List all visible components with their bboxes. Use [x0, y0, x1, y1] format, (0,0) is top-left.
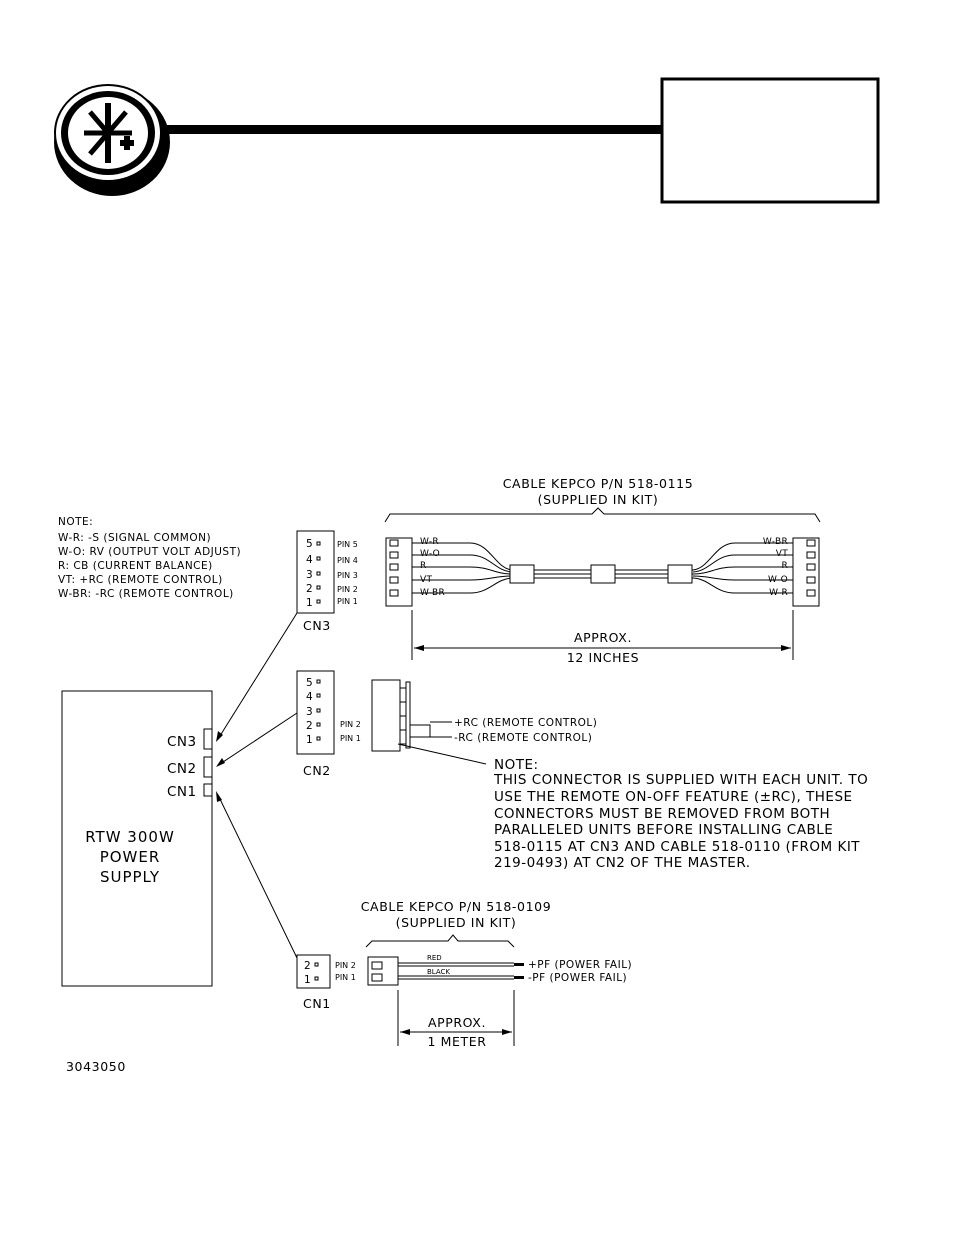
pin-number: 2 [306, 583, 314, 595]
pin-label: PIN 1 [340, 734, 361, 743]
pin-label: PIN 1 [337, 597, 358, 606]
kepco-logo [54, 85, 170, 196]
signal-label: +RC (REMOTE CONTROL) [454, 717, 598, 729]
pin-label: PIN 2 [340, 720, 361, 729]
wire-label: VT [420, 575, 433, 585]
cn2-note-line: 518-0115 AT CN3 AND CABLE 518-0110 (FROM KIT [494, 839, 861, 855]
pin-label: PIN 2 [335, 961, 356, 970]
cn2-note-line: 219-0493) AT CN2 OF THE MASTER. [494, 855, 751, 871]
connector-label: CN3 [303, 618, 331, 633]
pin-number: 4 [306, 691, 314, 703]
signal-label: -RC (REMOTE CONTROL) [454, 732, 593, 744]
wire-label: W-R [769, 588, 788, 598]
port-label: CN1 [167, 784, 197, 800]
pin-number: 4 [306, 554, 314, 566]
wire-label: W-BR [420, 588, 446, 598]
wire-label: RED [427, 954, 442, 962]
cn2-note-line: PARALLELED UNITS BEFORE INSTALLING CABLE [494, 822, 834, 838]
cn1-connector [297, 955, 356, 1011]
pin-number: 3 [306, 706, 314, 718]
pin-number: 5 [306, 677, 314, 689]
pin-number: 1 [306, 734, 314, 746]
dim-label: APPROX. [427, 1015, 487, 1030]
connector-label: CN2 [303, 763, 331, 778]
pin-number: 2 [306, 720, 314, 732]
signal-label: -PF (POWER FAIL) [528, 972, 628, 984]
header-rule [163, 125, 661, 134]
wire-label: R [420, 561, 427, 571]
supply-name: RTW 300W [85, 828, 175, 846]
cn2-note-line: THIS CONNECTOR IS SUPPLIED WITH EACH UNIT. TO [494, 772, 869, 788]
wire-label: W-R [420, 537, 439, 547]
pin-label: PIN 3 [337, 571, 358, 580]
pin-number: 3 [306, 569, 314, 581]
note-legend-line: W-O: RV (OUTPUT VOLT ADJUST) [58, 546, 242, 558]
note-legend-line: R: CB (CURRENT BALANCE) [58, 560, 213, 572]
wire-label: VT [775, 549, 788, 559]
dim-label: 1 METER [427, 1034, 487, 1049]
cn2-note-line: USE THE REMOTE ON-OFF FEATURE (±RC), THESE [494, 789, 853, 805]
note-legend-title: NOTE: [58, 516, 94, 528]
port-label: CN2 [167, 761, 197, 777]
wire-label: R [781, 561, 788, 571]
connector-label: CN1 [303, 996, 331, 1011]
figure-id: 3043050 [66, 1059, 126, 1074]
cable-label: CABLE KEPCO P/N 518-0115 [502, 476, 694, 491]
cable-label-sub: (SUPPLIED IN KIT) [537, 492, 659, 507]
supply-name: SUPPLY [99, 868, 161, 886]
port-label: CN3 [167, 734, 197, 750]
cable-label: CABLE KEPCO P/N 518-0109 [360, 899, 552, 914]
note-legend-line: VT: +RC (REMOTE CONTROL) [58, 574, 223, 586]
cn2-note [398, 744, 868, 871]
pin-label: PIN 4 [337, 556, 358, 565]
wire-label: BLACK [427, 968, 451, 976]
dim-label: 12 INCHES [566, 650, 640, 665]
cable-518-0115 [385, 476, 820, 665]
power-supply [62, 691, 212, 986]
cn2-note-title: NOTE: [494, 757, 539, 773]
wire-label: W-O [420, 549, 441, 559]
pin-label: PIN 1 [335, 973, 356, 982]
pin-number: 2 [304, 960, 312, 972]
pin-label: PIN 5 [337, 540, 358, 549]
header-box [662, 79, 878, 202]
note-legend [58, 516, 241, 600]
note-legend-line: W-BR: -RC (REMOTE CONTROL) [58, 588, 234, 600]
cn2-connector [297, 671, 597, 778]
signal-label: +PF (POWER FAIL) [528, 959, 633, 971]
cn3-connector [297, 531, 358, 633]
pin-label: PIN 2 [337, 585, 358, 594]
pin-number: 1 [304, 974, 312, 986]
note-legend-line: W-R: -S (SIGNAL COMMON) [58, 532, 212, 544]
cable-label-sub: (SUPPLIED IN KIT) [395, 915, 517, 930]
wire-label: W-O [767, 575, 788, 585]
cn2-note-line: CONNECTORS MUST BE REMOVED FROM BOTH [494, 806, 831, 822]
leader-lines [216, 613, 297, 958]
dim-label: APPROX. [573, 630, 633, 645]
pin-number: 5 [306, 538, 314, 550]
pin-number: 1 [306, 597, 314, 609]
wire-label: W-BR [762, 537, 788, 547]
supply-name: POWER [99, 848, 161, 866]
cable-518-0109 [361, 899, 632, 1049]
